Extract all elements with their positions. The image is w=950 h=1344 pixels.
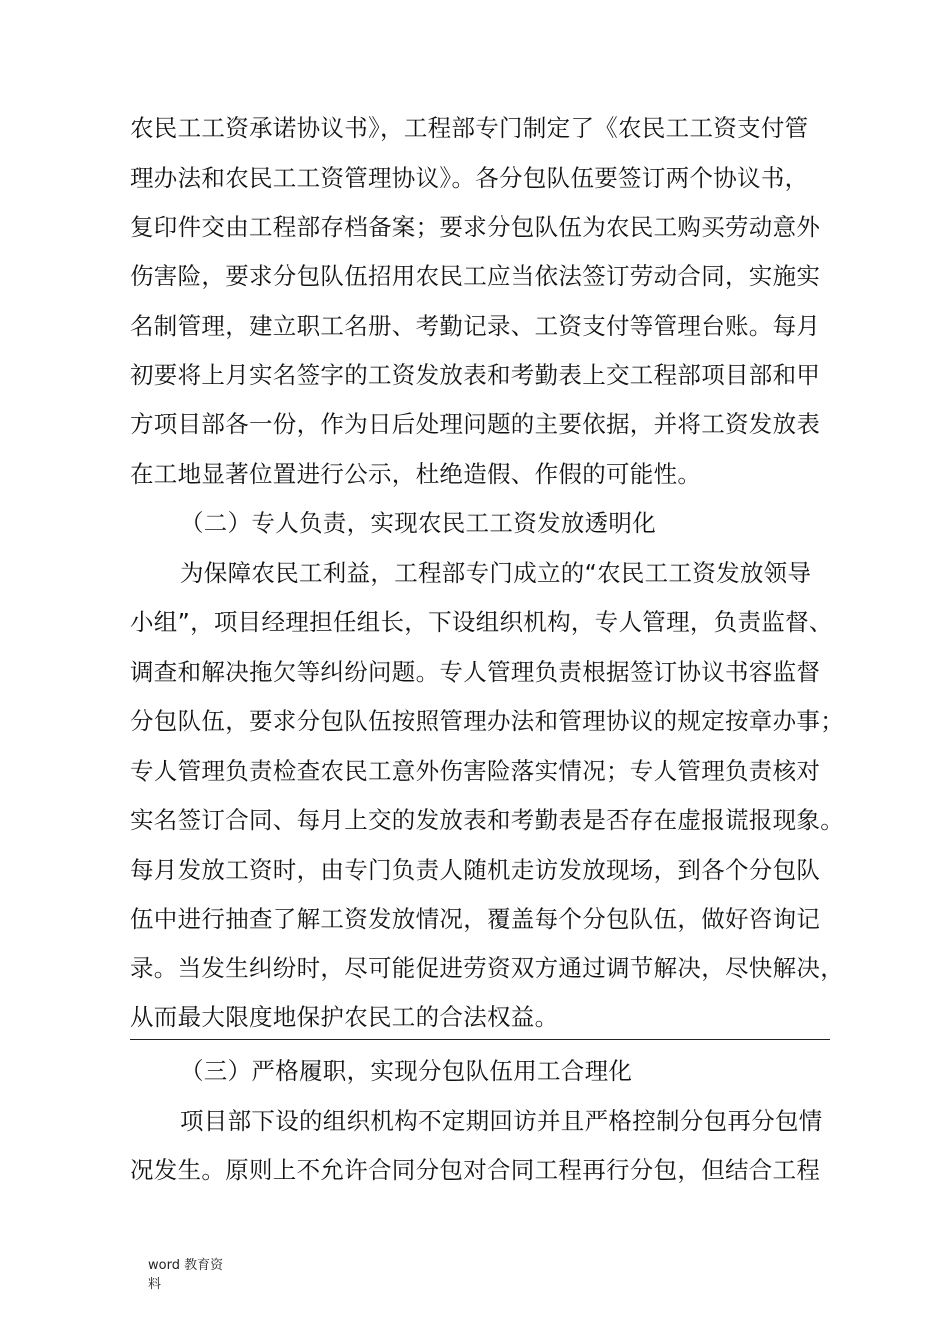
footer-note-line-1: word 教育资 (148, 1258, 224, 1273)
paragraph-2-line-8: 伍中进行抽查了解工资发放情况，覆盖每个分包队伍，做好咨询记 (130, 905, 821, 933)
paragraph-2-line-6: 实名签订合同、每月上交的发放表和考勤表是否存在虚报谎报现象。 (130, 806, 844, 834)
footer-note (148, 1256, 223, 1294)
paragraph-2-line-2: 小组”，项目经理担任组长，下设组织机构，专人管理，负责监督、 (130, 608, 833, 636)
paragraph-3-line-1: 项目部下设的组织机构不定期回访并且严格控制分包再分包情 (180, 1107, 823, 1135)
paragraph-2-line-5: 专人管理负责检查农民工意外伤害险落实情况；专人管理负责核对 (130, 757, 821, 785)
paragraph-1-line-6: 初要将上月实名签字的工资发放表和考勤表上交工程部项目部和甲 (130, 361, 821, 389)
paragraph-2-line-4: 分包队伍，要求分包队伍按照管理办法和管理协议的规定按章办事； (130, 707, 844, 735)
paragraph-2-line-10: 从而最大限度地保护农民工的合法权益。 (130, 1003, 559, 1031)
paragraph-1-line-3: 复印件交由工程部存档备案；要求分包队伍为农民工购买劳动意外 (130, 213, 821, 241)
paragraph-3-line-2: 况发生。原则上不允许合同分包对合同工程再行分包，但结合工程 (130, 1156, 821, 1184)
paragraph-1-line-5: 名制管理，建立职工名册、考勤记录、工资支付等管理台账。每月 (130, 312, 821, 340)
paragraph-2-line-1: 为保障农民工利益，工程部专门成立的“农民工工资发放领导 (180, 559, 812, 587)
section-heading-2: （二）专人负责，实现农民工工资发放透明化 (180, 509, 656, 537)
paragraph-1-line-2: 理办法和农民工工资管理协议》。各分包队伍要签订两个协议书， (130, 164, 809, 192)
paragraph-1-line-8: 在工地显著位置进行公示，杜绝造假、作假的可能性。 (130, 460, 702, 488)
footer-note-line-2: 料 (148, 1277, 162, 1292)
paragraph-1-line-1: 农民工工资承诺协议书》，工程部专门制定了《农民工工资支付管 (130, 114, 809, 142)
paragraph-2-line-3: 调查和解决拖欠等纠纷问题。专人管理负责根据签订协议书容监督 (130, 658, 821, 686)
paragraph-2-line-7: 每月发放工资时，由专门负责人随机走访发放现场，到各个分包队 (130, 856, 821, 884)
paragraph-1-line-7: 方项目部各一份，作为日后处理问题的主要依据，并将工资发放表 (130, 410, 821, 438)
paragraph-2-line-9: 录。当发生纠纷时，尽可能促进劳资双方通过调节解决，尽快解决， (130, 954, 844, 982)
paragraph-1-line-4: 伤害险，要求分包队伍招用农民工应当依法签订劳动合同，实施实 (130, 262, 821, 290)
horizontal-rule (130, 1039, 830, 1040)
section-heading-3: （三）严格履职，实现分包队伍用工合理化 (180, 1057, 633, 1085)
